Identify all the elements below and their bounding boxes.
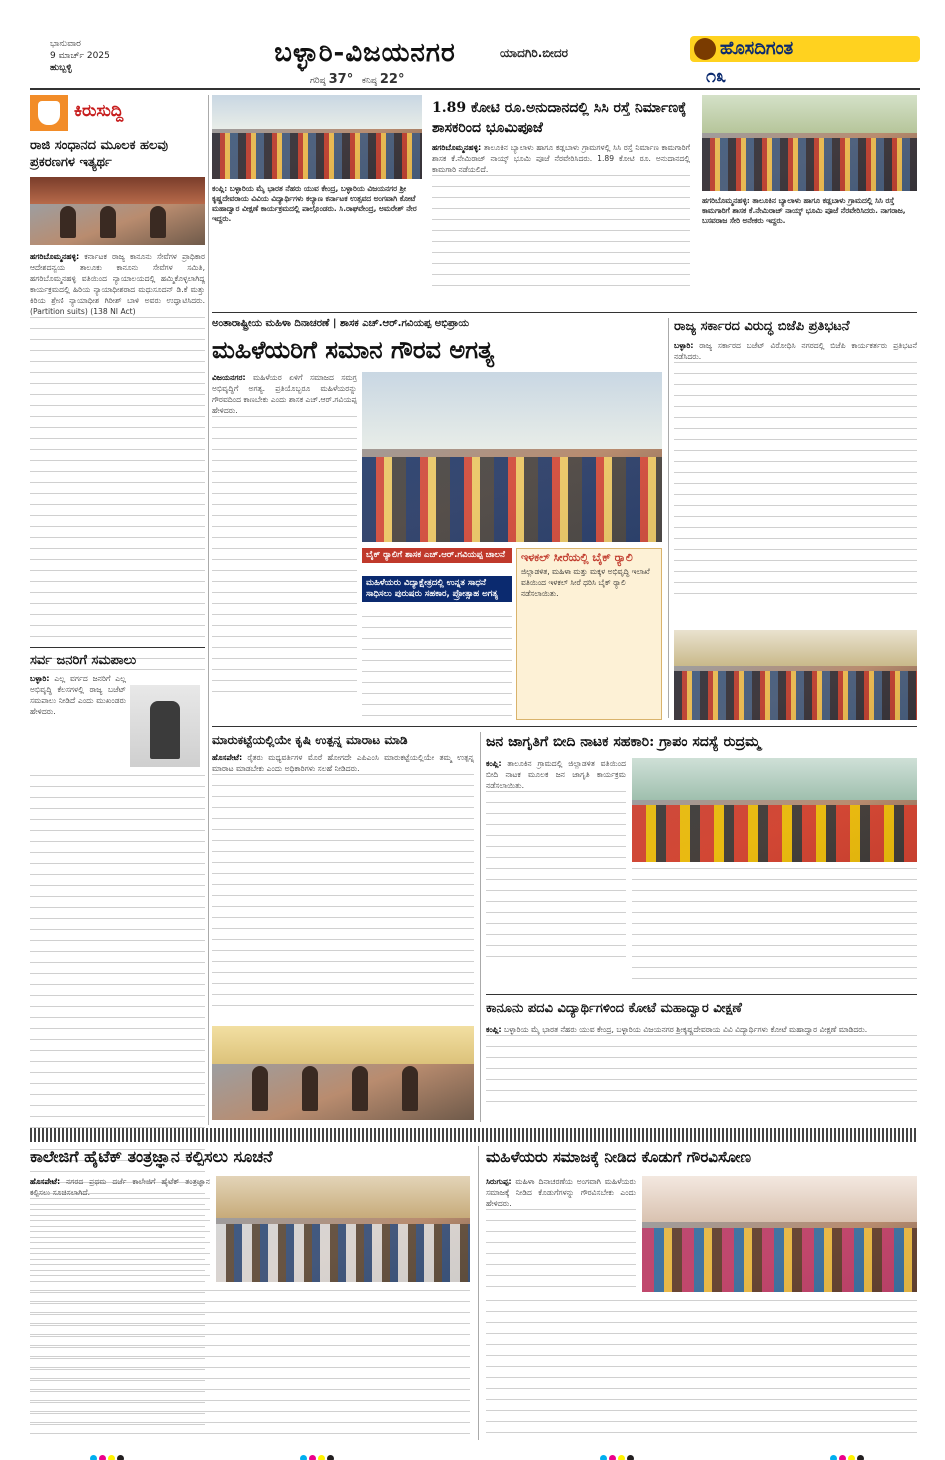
black-dot bbox=[857, 1455, 864, 1460]
black-dot bbox=[627, 1455, 634, 1460]
sidebar-story1-byline: ಹಗರಿಬೊಮ್ಮನಹಳ್ಳಿ: bbox=[30, 252, 80, 261]
womens-day-body-2 bbox=[362, 616, 512, 720]
text-filler bbox=[362, 616, 512, 720]
bjp-protest-lead: ರಾಜ್ಯ ಸರ್ಕಾರದ ಬಜೆಟ್ ವಿರೋಧಿಸಿ ನಗರದಲ್ಲಿ ಬಿಜೆಪಿ ಕಾರ್ಯಕರ್ತರು ಪ್ರತಿಭಟನೆ ನಡೆಸಿದರು. bbox=[674, 341, 917, 361]
hitech-body-2 bbox=[30, 1290, 470, 1440]
kirusuddi-badge bbox=[30, 95, 68, 131]
womens-day-headline: ಮಹಿಳೆಯರಿಗೆ ಸಮಾನ ಗೌರವ ಅಗತ್ಯ bbox=[212, 335, 495, 364]
text-filler bbox=[30, 1290, 470, 1440]
magenta-dot bbox=[609, 1455, 616, 1460]
yellow-dot bbox=[848, 1455, 855, 1460]
date-box bbox=[50, 38, 110, 74]
yellow-dot bbox=[618, 1455, 625, 1460]
registration-marks-1 bbox=[90, 1447, 126, 1455]
page-subtitle: ಯಾದಗಿರಿ.ಬೀದರ bbox=[500, 46, 568, 60]
women-felicitation-photo bbox=[642, 1176, 917, 1292]
street-play-body-2 bbox=[632, 868, 917, 988]
education-tag: ಮಹಿಳೆಯರು ವಿದ್ಯಾಕ್ಷೇತ್ರದಲ್ಲಿ ಉನ್ನತ ಸಾಧನೆ ಸಾಧಿಸಲು ಪುರುಷರು ಸಹಕಾರ, ಪ್ರೋತ್ಸಾಹ ಅಗತ್ಯ bbox=[362, 576, 512, 602]
weather-readout bbox=[310, 72, 404, 87]
ilkal-text: ಜಿಲ್ಲಾಡಳಿತ, ಮಹಿಳಾ ಮತ್ತು ಮಕ್ಕಳ ಅಭಿವೃದ್ಧಿ ಇಲಾಖೆ ವತಿಯಿಂದ ಇಳಕಲ್ ಸೀರೆ ಧರಿಸಿ ಬೈಕ್ ರ‍್ಯಾಲಿ ನಡೆಸಲಾಯಿತು. bbox=[521, 567, 650, 598]
column-divider bbox=[478, 1146, 479, 1440]
kirusuddi-header bbox=[30, 95, 205, 131]
text-filler bbox=[486, 791, 626, 961]
page-number: ೧೩ bbox=[706, 66, 727, 87]
kirusuddi-label: ಕಿರುಸುದ್ದಿ bbox=[74, 101, 124, 121]
sidebar-story2-intro bbox=[30, 673, 126, 773]
text-filler bbox=[486, 1300, 917, 1440]
hitech-lead: ನಗರದ ಪ್ರಥಮ ದರ್ಜೆ ಕಾಲೇಜಿಗೆ ಹೈಟೆಕ್ ತಂತ್ರಜ್ಞಾನ ಕಲ್ಪಿಸಲು ಸೂಚಿಸಲಾಗಿದೆ. bbox=[30, 1177, 210, 1197]
women-contribution-body-2 bbox=[486, 1300, 917, 1440]
students-headline: ಕಾನೂನು ಪದವಿ ವಿದ್ಯಾರ್ಥಿಗಳಿಂದ ಕೋಟೆ ಮಹಾದ್ವಾರ ವೀಕ್ಷಣೆ bbox=[486, 1001, 742, 1016]
market-byline: ಹೊಸಪೇಟೆ: bbox=[212, 753, 243, 762]
weather-min: 22° bbox=[379, 72, 405, 87]
text-filler bbox=[486, 1209, 636, 1289]
bike-rally-photo bbox=[362, 372, 662, 542]
weather-max-label: ಗರಿಷ್ಠ bbox=[310, 76, 326, 86]
sidebar-story2-byline: ಬಳ್ಳಾರಿ: bbox=[30, 674, 50, 683]
sidebar-story1-lead: ಕರ್ನಾಟಕ ರಾಜ್ಯ ಕಾನೂನು ಸೇವೆಗಳ ಪ್ರಾಧಿಕಾರ ಆದೇಶದನ್ವಯ ತಾಲೂಕು ಕಾನೂನು ಸೇವೆಗಳ ಸಮಿತಿ, ಹಗರಿಬೊಮ್ಮನಹಳ್ಳಿ ವತಿಯಿಂದ ನ್ಯಾಯಾಲಯದಲ್ಲಿ ಹಮ್ಮಿಕೊಳ್ಳಲಾಗಿದ್ದ ಕಾರ್ಯಕ್ರಮದಲ್ಲಿ ಹಿರಿಯ ನ್ಯಾಯಾಧೀಶರಾದ ಮಧುಸೂದನ್ ಡಿ.ಕೆ ಮತ್ತು ಕಿರಿಯ ಶ್ರೇಣಿ ನ್ಯಾಯಾಧೀಶ ಗಿರೀಶ್ ಬಾಳಿ ಅವರು ಉದ್ಘಾಟಿಸಿದರು. bbox=[30, 252, 205, 305]
street-play-body bbox=[486, 758, 626, 988]
women-contribution-headline: ಮಹಿಳೆಯರು ಸಮಾಜಕ್ಕೆ ನೀಡಿದ ಕೊಡುಗೆ ಗೌರವಿಸೋಣ bbox=[486, 1148, 752, 1166]
column-divider bbox=[480, 732, 481, 1122]
market-headline: ಮಾರುಕಟ್ಟೆಯಲ್ಲಿಯೇ ಕೃಷಿ ಉತ್ಪನ್ನ ಮಾರಾಟ ಮಾಡಿ bbox=[212, 733, 408, 747]
registration-marks-2 bbox=[300, 1447, 336, 1455]
market-meeting-photo bbox=[212, 1026, 474, 1120]
college-meeting-photo bbox=[216, 1176, 470, 1282]
text-filler bbox=[212, 774, 474, 1014]
magenta-dot bbox=[309, 1455, 316, 1460]
text-filler bbox=[30, 317, 205, 671]
womens-day-byline: ವಿಜಯನಗರ: bbox=[212, 373, 246, 382]
students-body bbox=[486, 1024, 917, 1122]
masthead-city: ಹುಬ್ಬಳ್ಳಿ bbox=[50, 63, 72, 73]
street-play-byline: ಕಂಪ್ಲಿ: bbox=[486, 759, 502, 768]
registration-marks-4 bbox=[830, 1447, 866, 1455]
sidebar-story2-lead: ಎಲ್ಲ ವರ್ಗದ ಜನರಿಗೆ ಎಲ್ಲ ಅಭಿವೃದ್ಧಿ ಕೆಲಸಗಳಲ್ಲಿ ರಾಜ್ಯ ಬಜೆಟ್ ಸಮಪಾಲು ನೀಡಿದೆ ಎಂದು ಮುಖಂಡರು ಹೇಳಿದರು. bbox=[30, 674, 126, 716]
students-byline: ಕಂಪ್ಲಿ: bbox=[486, 1025, 502, 1034]
hitech-body bbox=[30, 1176, 210, 1286]
bjp-protest-photo bbox=[674, 630, 917, 720]
bjp-protest-body bbox=[674, 340, 917, 630]
divider bbox=[212, 312, 917, 313]
bjp-protest-byline: ಬಳ್ಳಾರಿ: bbox=[674, 341, 694, 350]
market-lead: ರೈತರು ಮಧ್ಯವರ್ತಿಗಳ ಮೊರೆ ಹೋಗದೇ ಎಪಿಎಂಸಿ ಮಾರುಕಟ್ಟೆಯಲ್ಲಿಯೇ ತಮ್ಮ ಉತ್ಪನ್ನ ಮಾರಾಟ ಮಾಡಬೇಕು ಎಂದು ಅಧಿಕಾರಿಗಳು ಸಲಹೆ ನೀಡಿದರು. bbox=[212, 753, 474, 773]
womens-day-lead: ಮಹಿಳೆಯರ ಏಳಿಗೆ ಸಮಾಜದ ಸಮಗ್ರ ಅಭಿವೃದ್ಧಿಗೆ ಅಗತ್ಯ. ಪ್ರತಿಯೊಬ್ಬರೂ ಮಹಿಳೆಯರನ್ನು ಗೌರವದಿಂದ ಕಾಣಬೇಕು ಎಂದು ಶಾಸಕ ಎಚ್.ಆರ್.ಗವಿಯಪ್ಪ ಹೇಳಿದರು. bbox=[212, 373, 357, 415]
weather-max: 37° bbox=[328, 72, 354, 87]
bjp-protest-headline: ರಾಜ್ಯ ಸರ್ಕಾರದ ವಿರುದ್ಧ ಬಿಜೆಪಿ ಪ್ರತಿಭಟನೆ bbox=[674, 319, 850, 334]
cyan-dot bbox=[830, 1455, 837, 1460]
cc-road-byline: ಹಗರಿಬೊಮ್ಮನಹಳ್ಳಿ: bbox=[432, 143, 482, 152]
students-lead: ಬಳ್ಳಾರಿಯ ಮೈ ಭಾರತ ನೆಹರು ಯುವ ಕೇಂದ್ರ, ಬಳ್ಳಾರಿಯ ವಿಜಯನಗರ ಶ್ರೀಕೃಷ್ಣದೇವರಾಯ ವಿವಿ ವಿದ್ಯಾರ್ಥಿಗಳು ಕೋಟೆ ಮಹಾದ್ವಾರ ವೀಕ್ಷಣೆ ಮಾಡಿದರು. bbox=[504, 1025, 868, 1034]
hitech-headline: ಕಾಲೇಜಿಗೆ ಹೈಟೆಕ್ ತಂತ್ರಜ್ಞಾನ ಕಲ್ಪಿಸಲು ಸೂಚನೆ bbox=[30, 1147, 273, 1166]
court-photo bbox=[30, 177, 205, 245]
yellow-dot bbox=[318, 1455, 325, 1460]
divider bbox=[30, 647, 205, 648]
magenta-dot bbox=[99, 1455, 106, 1460]
page-title: ಬಳ್ಳಾರಿ-ವಿಜಯನಗರ bbox=[274, 38, 456, 68]
hand-icon bbox=[38, 101, 60, 125]
sidebar-story1-body bbox=[30, 251, 205, 671]
students-photo-caption: ಕಂಪ್ಲಿ: ಬಳ್ಳಾರಿಯ ಮೈ ಭಾರತ ನೆಹರು ಯುವ ಕೇಂದ್ರ, ಬಳ್ಳಾರಿಯ ವಿಜಯನಗರ ಶ್ರೀ ಕೃಷ್ಣದೇವರಾಯ ವಿವಿಯ ವಿದ್ಯಾರ್ಥಿಗಳು ಕಲ್ಯಾಣ ಕರ್ನಾಟಕ ಉತ್ಸವದ ಅಂಗವಾಗಿ ಕೋಟೆ ಮಹಾದ್ವಾರ ವೀಕ್ಷಣೆ ಕಾರ್ಯಕ್ರಮದಲ್ಲಿ ಪಾಲ್ಗೊಂಡರು. ಸಿ.ರಾಘವೇಂದ್ರ, ಅಮರೇಶ್ ನೇರ ಇದ್ದರು. bbox=[212, 184, 417, 223]
masthead bbox=[0, 0, 945, 92]
newspaper-logo bbox=[690, 36, 920, 88]
cyan-dot bbox=[90, 1455, 97, 1460]
portrait-photo bbox=[130, 685, 200, 767]
bhoomi-pooje-caption: ಹಗರಿಬೊಮ್ಮನಹಳ್ಳಿ: ತಾಲೂಕಿನ ಬ್ಯಾಲಾಳು ಹಾಗೂ ಕಡ್ಲಬಾಳು ಗ್ರಾಮದಲ್ಲಿ ಸಿಸಿ ರಸ್ತೆ ಕಾಮಗಾರಿಗೆ ಶಾಸಕ ಕೆ.ನೇಮಿರಾಜ್ ನಾಯ್ಕ್ ಭೂಮಿ ಪೂಜೆ ನೆರವೇರಿಸಿದರು. ನಾಗರಾಜ, ಬಸವರಾಜ ಸೇರಿ ಅನೇಕರು ಇದ್ದರು. bbox=[702, 196, 906, 225]
magenta-dot bbox=[839, 1455, 846, 1460]
cc-road-body bbox=[432, 142, 690, 307]
ilkal-headline: ಇಳಕಲ್ ಸೀರೆಯಲ್ಲಿ ಬೈಕ್ ರ‍್ಯಾಲಿ bbox=[521, 551, 633, 564]
black-dot bbox=[327, 1455, 334, 1460]
women-contribution-body bbox=[486, 1176, 636, 1296]
divider bbox=[212, 726, 917, 727]
black-dot bbox=[117, 1455, 124, 1460]
column-divider bbox=[668, 318, 669, 718]
text-filler bbox=[30, 1198, 210, 1278]
bhoomi-pooje-photo bbox=[702, 95, 917, 191]
sidebar-story1-headline: ರಾಜಿ ಸಂಧಾನದ ಮೂಲಕ ಹಲವು ಪ್ರಕರಣಗಳ ಇತ್ಯರ್ಥ bbox=[30, 138, 169, 170]
street-play-photo bbox=[632, 758, 917, 862]
text-filler bbox=[674, 362, 917, 602]
street-play-lead: ತಾಲೂಕಿನ ಗ್ರಾಮದಲ್ಲಿ ಜಿಲ್ಲಾಡಳಿತ ವತಿಯಿಂದ ಬೀದಿ ನಾಟಕ ಮೂಲಕ ಜನ ಜಾಗೃತಿ ಕಾರ್ಯಕ್ರಮ ನಡೆಸಲಾಯಿತು. bbox=[486, 759, 626, 790]
yellow-dot bbox=[108, 1455, 115, 1460]
text-filler bbox=[486, 1035, 917, 1105]
section-pattern-bar bbox=[30, 1128, 917, 1142]
text-filler bbox=[212, 416, 357, 696]
column-divider bbox=[208, 95, 209, 1125]
market-body bbox=[212, 752, 474, 1022]
hitech-byline: ಹೊಸಪೇಟೆ: bbox=[30, 1177, 61, 1186]
sidebar-story1-partition: (Partition suits) bbox=[30, 307, 88, 316]
bike-rally-tag: ಬೈಕ್ ರ‍್ಯಾಲಿಗೆ ಶಾಸಕ ಎಚ್.ಆರ್.ಗವಿಯಪ್ಪ ಚಾಲನೆ bbox=[362, 548, 512, 563]
masthead-day: ಭಾನುವಾರ bbox=[50, 39, 81, 49]
women-contribution-byline: ಸಿರುಗುಪ್ಪ: bbox=[486, 1177, 512, 1186]
weather-min-label: ಕನಿಷ್ಠ bbox=[361, 76, 377, 86]
students-photo bbox=[212, 95, 422, 179]
logo-text: ಹೊಸದಿಗಂತ bbox=[720, 38, 794, 59]
masthead-rule bbox=[30, 88, 920, 90]
registration-marks-3 bbox=[600, 1447, 636, 1455]
lamp-icon bbox=[694, 38, 716, 60]
cyan-dot bbox=[300, 1455, 307, 1460]
cc-road-headline: 1.89 ಕೋಟಿ ರೂ.ಅನುದಾನದಲ್ಲಿ ಸಿಸಿ ರಸ್ತೆ ನಿರ್ಮಾಣಕ್ಕೆ ಶಾಸಕರಿಂದ ಭೂಮಿಪೂಜೆ bbox=[432, 100, 687, 136]
sidebar-story1-section: (138 NI Act) bbox=[90, 307, 136, 316]
cyan-dot bbox=[600, 1455, 607, 1460]
womens-day-kicker: ಅಂತಾರಾಷ್ಟ್ರೀಯ ಮಹಿಳಾ ದಿನಾಚರಣೆ | ಶಾಸಕ ಎಚ್.ಆರ್.ಗವಿಯಪ್ಪ ಅಭಿಪ್ರಾಯ bbox=[212, 318, 470, 329]
text-filler bbox=[432, 175, 690, 295]
cc-road-lead: ತಾಲೂಕಿನ ಬ್ಯಾಲಾಳು ಹಾಗೂ ಕಡ್ಲಬಾಳು ಗ್ರಾಮಗಳಲ್ಲಿ ಸಿಸಿ ರಸ್ತೆ ನಿರ್ಮಾಣ ಕಾಮಗಾರಿಗೆ ಶಾಸಕ ಕೆ.ನೇಮಿರಾಜ್ ನಾಯ್ಕ್ ಭೂಮಿ ಪೂಜೆ ನೆರವೇರಿಸಿದರು. 1.89 ಕೋಟಿ ರೂ. ಅನುದಾನದಲ್ಲಿ ಕಾಮಗಾರಿ ನಡೆಯಲಿದೆ. bbox=[432, 143, 690, 174]
womens-day-body bbox=[212, 372, 357, 720]
masthead-date: 9 ಮಾರ್ಚ್ 2025 bbox=[50, 51, 110, 61]
text-filler bbox=[632, 868, 917, 988]
ilkal-saree-box bbox=[516, 548, 662, 720]
sidebar-story2-headline: ಸರ್ವ ಜನರಿಗೆ ಸಮಪಾಲು bbox=[30, 653, 137, 668]
divider bbox=[486, 994, 917, 995]
women-contribution-lead: ಮಹಿಳಾ ದಿನಾಚರಣೆಯ ಅಂಗವಾಗಿ ಮಹಿಳೆಯರು ಸಮಾಜಕ್ಕೆ ನೀಡಿದ ಕೊಡುಗೆಗಳನ್ನು ಗೌರವಿಸಬೇಕು ಎಂದು ಹೇಳಿದರು. bbox=[486, 1177, 636, 1208]
street-play-headline: ಜನ ಜಾಗೃತಿಗೆ ಬೀದಿ ನಾಟಕ ಸಹಕಾರಿ: ಗ್ರಾಪಂ ಸದಸ್ಯೆ ರುದ್ರಮ್ಮ bbox=[486, 734, 761, 750]
